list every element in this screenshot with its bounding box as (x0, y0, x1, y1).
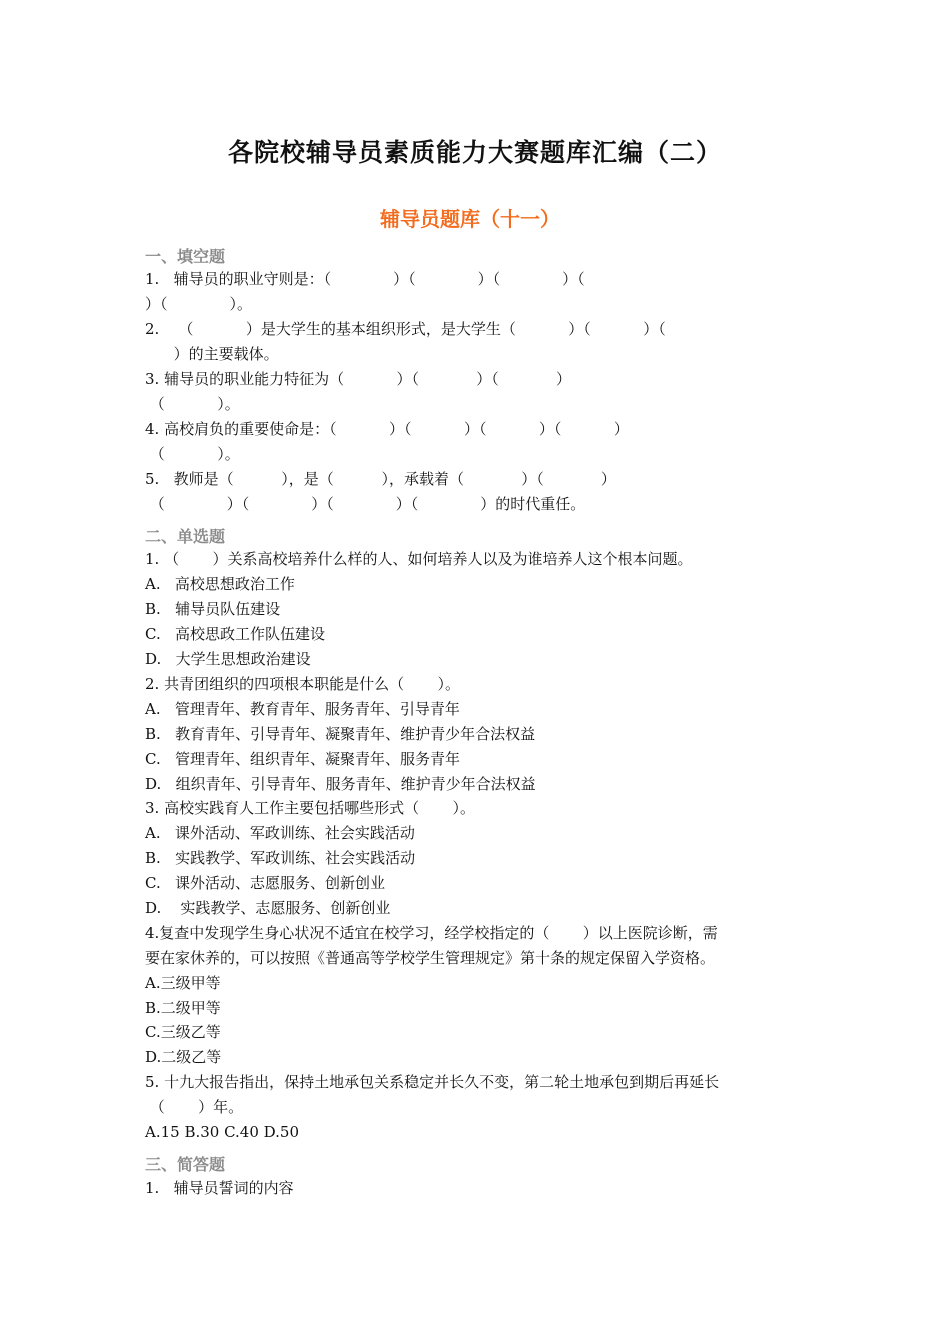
option-line: B. 辅导员队伍建设 (145, 600, 281, 618)
document-title: 各院校辅导员素质能力大赛题库汇编（二） (227, 138, 722, 167)
option-line: B. 实践教学、军政训练、社会实践活动 (145, 849, 416, 867)
question-line: 2. 共青团组织的四项根本职能是什么（ ）。 (145, 675, 460, 693)
question-line: 3. 高校实践育人工作主要包括哪些形式（ ）。 (145, 799, 475, 817)
option-line: D.二级乙等 (145, 1048, 222, 1066)
question-bank-subtitle: 辅导员题库（十一） (380, 207, 560, 231)
option-line: A.15 B.30 C.40 D.50 (145, 1123, 300, 1141)
question-line: 5. 十九大报告指出，保持土地承包关系稳定并长久不变，第二轮土地承包到期后再延长 (145, 1073, 720, 1091)
fill-line: ）（ ）。 (145, 295, 252, 313)
fill-line: 3. 辅导员的职业能力特征为（ ）（ ）（ ） (145, 370, 571, 388)
option-line: B. 教育青年、引导青年、凝聚青年、维护青少年合法权益 (145, 725, 536, 743)
option-line: C. 课外活动、志愿服务、创新创业 (145, 874, 386, 892)
fill-line: 1. 辅导员的职业守则是：（ ）（ ）（ ）（ (145, 270, 585, 288)
fill-line: ）的主要载体。 (145, 345, 279, 363)
option-line: D. 大学生思想政治建设 (145, 650, 311, 668)
option-line: D. 实践教学、志愿服务、创新创业 (145, 899, 391, 917)
fill-line: 4. 高校肩负的重要使命是：（ ）（ ）（ ）（ ） (145, 420, 629, 438)
option-line: A. 高校思想政治工作 (145, 575, 295, 593)
question-line: （ ）年。 (145, 1098, 244, 1116)
fill-line: 2. （ ）是大学生的基本组织形式，是大学生（ ）（ ）（ (145, 320, 666, 338)
option-line: D. 组织青年、引导青年、服务青年、维护青少年合法权益 (145, 775, 536, 793)
section-heading-short-answer: 三、简答题 (145, 1155, 226, 1174)
option-line: A.三级甲等 (145, 974, 221, 992)
fill-line: （ ）。 (145, 445, 240, 463)
option-line: A. 管理青年、教育青年、服务青年、引导青年 (145, 700, 460, 718)
fill-line: （ ）。 (145, 395, 240, 413)
option-line: B.二级甲等 (145, 999, 221, 1017)
option-line: C. 高校思政工作队伍建设 (145, 625, 326, 643)
option-line: C.三级乙等 (145, 1023, 221, 1041)
question-line: 1. （ ）关系高校培养什么样的人、如何培养人以及为谁培养人这个根本问题。 (145, 550, 693, 568)
question-line: 要在家休养的，可以按照《普通高等学校学生管理规定》第十条的规定保留入学资格。 (145, 949, 716, 967)
option-line: A. 课外活动、军政训练、社会实践活动 (145, 824, 415, 842)
question-line: 4.复查中发现学生身心状况不适宜在校学习，经学校指定的（ ）以上医院诊断，需 (145, 924, 718, 942)
option-line: C. 管理青年、组织青年、凝聚青年、服务青年 (145, 750, 461, 768)
section-heading-fill: 一、填空题 (145, 247, 226, 266)
fill-line: 5. 教师是（ ），是（ ），承载着（ ）（ ） (145, 470, 616, 488)
question-line: 1. 辅导员誓词的内容 (145, 1179, 294, 1197)
fill-line: （ ）（ ）（ ）（ ）的时代重任。 (145, 495, 586, 513)
section-heading-single-choice: 二、单选题 (145, 527, 226, 546)
